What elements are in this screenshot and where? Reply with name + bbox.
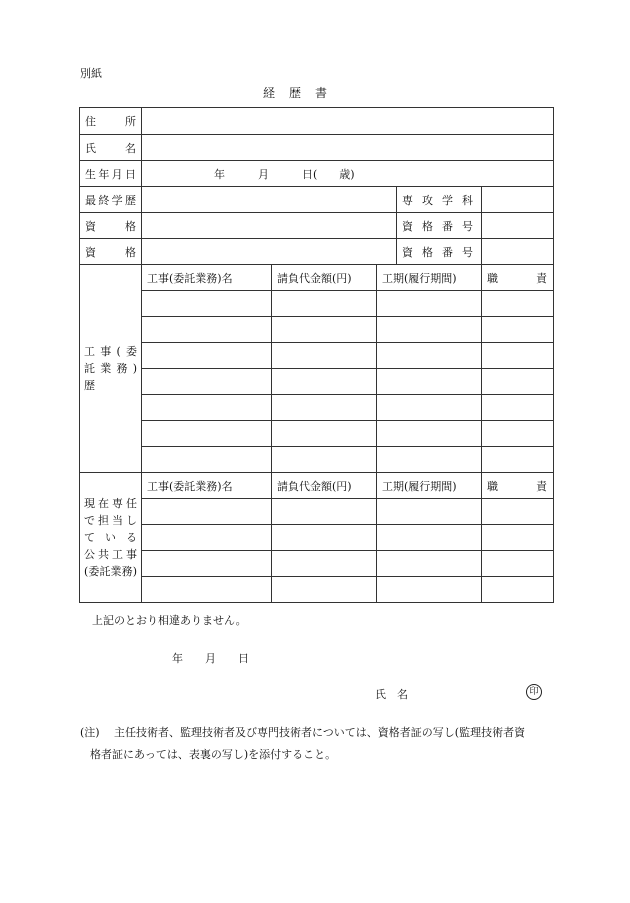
current-cell[interactable] — [272, 577, 377, 603]
current-cell[interactable] — [377, 525, 482, 551]
education-field[interactable] — [142, 187, 397, 213]
table-row — [80, 395, 554, 421]
qualification-no-label-2: 資格番号 — [397, 239, 482, 265]
row-birth — [80, 161, 554, 187]
qualification-label-1: 資 格 — [80, 213, 142, 239]
work-cell[interactable] — [142, 291, 272, 317]
declaration-text: 上記のとおり相違ありません。 — [92, 614, 247, 627]
birth-label: 生年月日 — [80, 161, 142, 187]
birth-field[interactable] — [142, 161, 554, 187]
row-qualification-1 — [80, 213, 554, 239]
work-cell[interactable] — [377, 343, 482, 369]
current-cell[interactable] — [142, 499, 272, 525]
current-works-header-row — [80, 473, 554, 499]
work-cell[interactable] — [272, 343, 377, 369]
address-field[interactable] — [142, 108, 554, 135]
table-row — [80, 317, 554, 343]
table-row — [80, 421, 554, 447]
work-cell[interactable] — [272, 317, 377, 343]
current-cell[interactable] — [482, 551, 554, 577]
work-cell[interactable] — [377, 291, 482, 317]
current-header-amount: 請負代金額(円) — [272, 473, 377, 499]
qualification-no-label-1: 資格番号 — [397, 213, 482, 239]
work-cell[interactable] — [482, 421, 554, 447]
current-cell[interactable] — [142, 577, 272, 603]
table-row — [80, 577, 554, 603]
row-education — [80, 187, 554, 213]
current-cell[interactable] — [482, 525, 554, 551]
work-cell[interactable] — [482, 395, 554, 421]
signature-label: 氏 名 — [375, 688, 408, 701]
table-row — [80, 525, 554, 551]
major-label: 専攻学科 — [397, 187, 482, 213]
work-cell[interactable] — [272, 447, 377, 473]
work-cell[interactable] — [377, 421, 482, 447]
row-qualification-2 — [80, 239, 554, 265]
current-cell[interactable] — [272, 499, 377, 525]
work-cell[interactable] — [142, 395, 272, 421]
work-history-header-row — [80, 265, 554, 291]
qualification-label-2: 資 格 — [80, 239, 142, 265]
current-cell[interactable] — [377, 499, 482, 525]
note-text-line-2: 格者証にあっては、表裏の写し)を添付すること。 — [90, 748, 337, 761]
date-line: 年 月 日 — [172, 652, 249, 665]
work-cell[interactable] — [377, 369, 482, 395]
current-cell[interactable] — [377, 577, 482, 603]
table-row — [80, 499, 554, 525]
table-row — [80, 291, 554, 317]
work-cell[interactable] — [377, 317, 482, 343]
work-cell[interactable] — [272, 395, 377, 421]
work-cell[interactable] — [272, 291, 377, 317]
table-row — [80, 343, 554, 369]
note-label: (注) — [80, 726, 100, 739]
page-title: 経 歴 書 — [263, 86, 329, 100]
work-cell[interactable] — [272, 369, 377, 395]
work-cell[interactable] — [142, 421, 272, 447]
qualification-field-1[interactable] — [142, 213, 397, 239]
address-label: 住 所 — [80, 108, 142, 135]
birth-value-template: 年 月 日( 歳) — [214, 167, 355, 181]
work-cell[interactable] — [482, 291, 554, 317]
current-cell[interactable] — [482, 577, 554, 603]
work-header-period: 工期(履行期間) — [377, 265, 482, 291]
work-header-name: 工事(委託業務)名 — [142, 265, 272, 291]
work-cell[interactable] — [142, 343, 272, 369]
work-cell[interactable] — [142, 369, 272, 395]
qualification-field-2[interactable] — [142, 239, 397, 265]
work-cell[interactable] — [272, 421, 377, 447]
current-works-label: 現在専任 で担当し ている 公共工事 (委託業務) — [80, 473, 142, 603]
work-cell[interactable] — [142, 447, 272, 473]
table-row — [80, 369, 554, 395]
attachment-label: 別紙 — [80, 67, 102, 80]
major-field[interactable] — [482, 187, 554, 213]
current-cell[interactable] — [272, 551, 377, 577]
work-cell[interactable] — [482, 447, 554, 473]
row-name — [80, 135, 554, 161]
qualification-no-field-2[interactable] — [482, 239, 554, 265]
current-header-name: 工事(委託業務)名 — [142, 473, 272, 499]
current-header-duty: 職 責 — [482, 473, 554, 499]
name-label: 氏 名 — [80, 135, 142, 161]
current-header-period: 工期(履行期間) — [377, 473, 482, 499]
seal-icon: 印 — [526, 684, 542, 700]
current-cell[interactable] — [142, 525, 272, 551]
note — [80, 722, 556, 766]
current-cell[interactable] — [142, 551, 272, 577]
note-text-line-1: 主任技術者、監理技術者及び専門技術者については、資格者証の写し(監理技術者資 — [114, 726, 526, 739]
table-row — [80, 447, 554, 473]
current-cell[interactable] — [482, 499, 554, 525]
row-address — [80, 108, 554, 135]
table-row — [80, 551, 554, 577]
career-form — [79, 107, 554, 603]
qualification-no-field-1[interactable] — [482, 213, 554, 239]
name-field[interactable] — [142, 135, 554, 161]
current-cell[interactable] — [377, 551, 482, 577]
work-cell[interactable] — [377, 395, 482, 421]
work-cell[interactable] — [482, 317, 554, 343]
education-label: 最終学歴 — [80, 187, 142, 213]
work-header-duty: 職 責 — [482, 265, 554, 291]
work-history-label: 工事(委 託業務) 歴 — [80, 265, 142, 473]
work-cell[interactable] — [482, 343, 554, 369]
work-header-amount: 請負代金額(円) — [272, 265, 377, 291]
work-cell[interactable] — [142, 317, 272, 343]
work-cell[interactable] — [377, 447, 482, 473]
current-cell[interactable] — [272, 525, 377, 551]
work-cell[interactable] — [482, 369, 554, 395]
